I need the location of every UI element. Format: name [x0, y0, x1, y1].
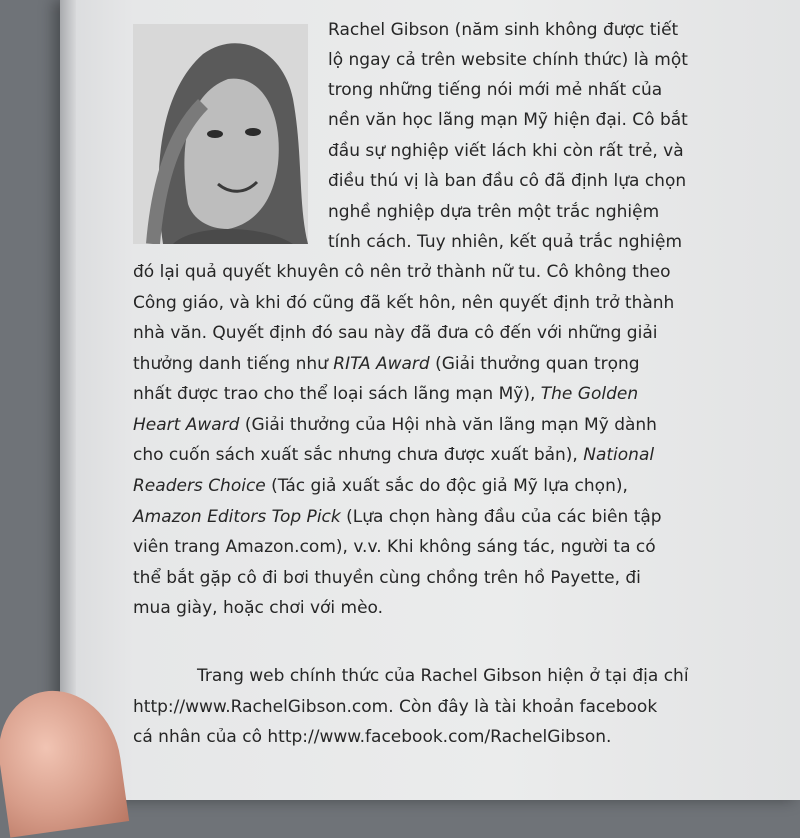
bio-line: Rachel Gibson (năm sinh không được tiết: [328, 20, 679, 40]
text-run: (Giải thưởng quan trọng: [429, 354, 640, 374]
footer-line: http://www.RachelGibson.com. Còn đây là tài khoản facebook: [133, 697, 658, 717]
bio-line: [133, 476, 628, 496]
footer-line: Trang web chính thức của Rachel Gibson hiện ở tại địa chỉ: [197, 666, 689, 686]
text-run: nhất được trao cho thể loại sách lãng mạn Mỹ),: [133, 384, 541, 404]
award-golden-heart-cont: Heart Award: [133, 415, 240, 435]
text-run: cho cuốn sách xuất sắc nhưng chưa được xuất bản),: [133, 445, 584, 465]
bio-line: [133, 354, 640, 374]
bio-line: viên trang Amazon.com), v.v. Khi không sáng tác, người ta có: [133, 537, 656, 557]
bio-line: lộ ngay cả trên website chính thức) là một: [328, 50, 688, 70]
award-national: National: [583, 445, 655, 465]
award-readers-choice: Readers Choice: [133, 476, 266, 496]
text-run: (Tác giả xuất sắc do độc giả Mỹ lựa chọn),: [265, 476, 628, 496]
page-edge: [60, 0, 76, 800]
bio-line: mua giày, hoặc chơi với mèo.: [133, 598, 384, 618]
award-rita: RITA Award: [333, 354, 430, 374]
bio-line: điều thú vị là ban đầu cô đã định lựa chọn: [328, 171, 687, 191]
bio-line: trong những tiếng nói mới mẻ nhất của: [328, 80, 663, 100]
bio-line: tính cách. Tuy nhiên, kết quả trắc nghiệm: [328, 232, 683, 252]
bio-line: đầu sự nghiệp viết lách khi còn rất trẻ, và: [328, 141, 684, 161]
bio-line: nhà văn. Quyết định đó sau này đã đưa cô đến với những giải: [133, 323, 658, 343]
footer-line: cá nhân của cô http://www.facebook.com/RachelGibson.: [133, 727, 612, 747]
bio-line: Công giáo, và khi đó cũng đã kết hôn, nên quyết định trở thành: [133, 293, 675, 313]
bio-line: [133, 507, 662, 527]
bio-line: đó lại quả quyết khuyên cô nên trở thành nữ tu. Cô không theo: [133, 262, 671, 282]
bio-line: [133, 415, 657, 435]
award-golden-heart: The Golden: [540, 384, 639, 404]
bio-line: thể bắt gặp cô đi bơi thuyền cùng chồng trên hồ Payette, đi: [133, 568, 641, 588]
bio-line: [133, 384, 638, 404]
award-amazon: Amazon Editors Top Pick: [133, 507, 341, 527]
bio-line: nghề nghiệp dựa trên một trắc nghiệm: [328, 202, 660, 222]
text-run: (Lựa chọn hàng đầu của các biên tập: [340, 507, 662, 527]
text-run: thưởng danh tiếng như: [133, 354, 334, 374]
text-run: (Giải thưởng của Hội nhà văn lãng mạn Mỹ dành: [239, 415, 657, 435]
author-photo: [133, 24, 308, 244]
bio-line: [133, 445, 654, 465]
bio-line: nền văn học lãng mạn Mỹ hiện đại. Cô bắt: [328, 110, 688, 130]
